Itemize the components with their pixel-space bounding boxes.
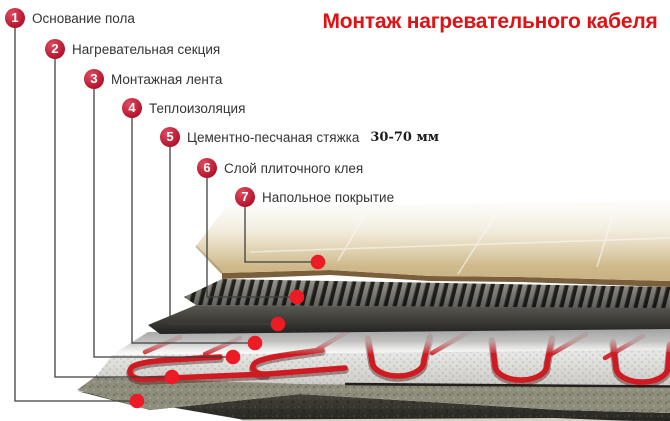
legend-item-7 [235, 187, 394, 207]
number-badge-2: 2 [45, 39, 65, 59]
legend-item-5 [160, 127, 439, 147]
legend-label-7: Напольное покрытие [262, 189, 395, 205]
callout-dot-3 [226, 350, 241, 365]
number-badge-7: 7 [235, 187, 255, 207]
legend-item-3 [84, 69, 222, 89]
page-title: Монтаж нагревательного кабеля [322, 10, 658, 33]
background-fade [140, 188, 670, 266]
legend-label-1: Основание пола [32, 10, 135, 26]
legend-label-2: Нагревательная секция [72, 41, 221, 57]
legend-label-6: Слой плиточного клея [224, 160, 364, 176]
legend-item-2 [45, 39, 220, 59]
legend-item-1 [5, 8, 135, 28]
callout-dot-7 [311, 255, 326, 270]
legend-label-5: Цементно-песчаная стяжка [187, 129, 360, 145]
callout-dot-4 [248, 336, 263, 351]
layer-screed [148, 305, 670, 334]
legend-label-4: Теплоизоляция [149, 100, 246, 116]
number-badge-5: 5 [160, 127, 180, 147]
number-badge-6: 6 [197, 158, 217, 178]
callout-dot-2 [165, 370, 180, 385]
legend-item-6 [197, 158, 363, 178]
legend-item-4 [122, 98, 245, 118]
callout-dot-6 [290, 290, 305, 305]
callout-dot-1 [130, 394, 145, 409]
legend-note-thickness: 30-70 мм [370, 129, 440, 145]
legend-label-3: Монтажная лента [111, 71, 223, 87]
number-badge-1: 1 [5, 8, 25, 28]
number-badge-3: 3 [84, 69, 104, 89]
callout-dot-5 [271, 317, 286, 332]
number-badge-4: 4 [122, 98, 142, 118]
